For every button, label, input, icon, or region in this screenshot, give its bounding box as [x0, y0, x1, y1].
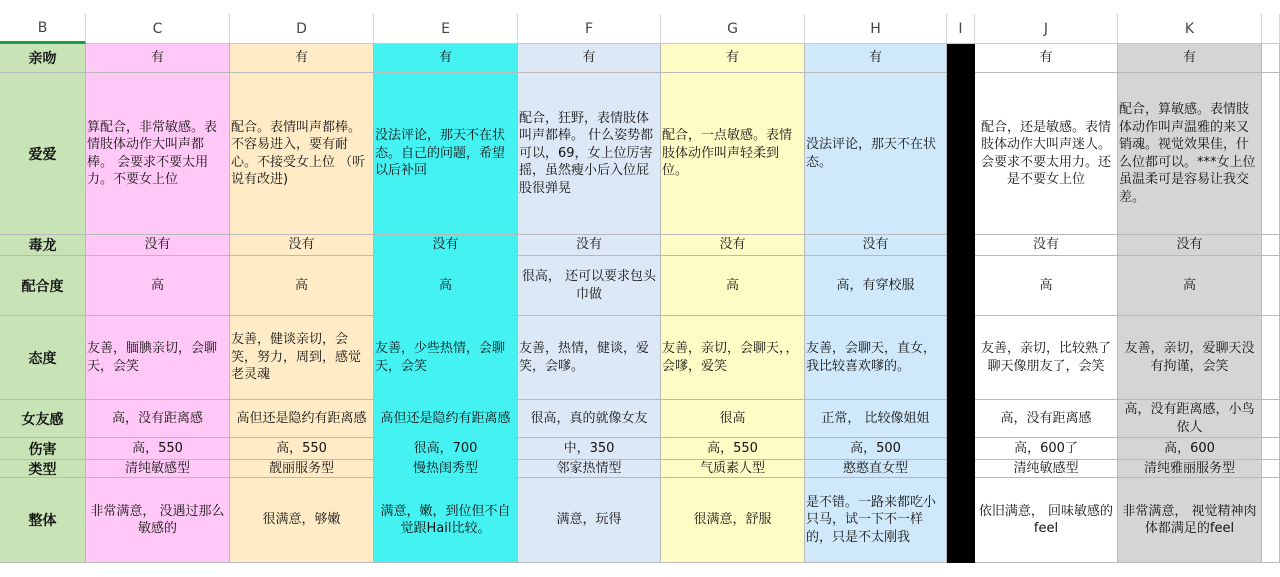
cell-g-4[interactable] — [661, 256, 805, 316]
cell-f-4-text: 很高， 还可以要求包头巾做 — [521, 269, 657, 302]
cell-k-2-text: 配合，算敏感。表情肢体动作叫声温雅的来又销魂。视觉效果佳，什么位都可以。***女上位虽温柔可是容易让我交差。 — [1119, 102, 1256, 205]
cell-f-6-text: 很高，真的就像女友 — [530, 410, 648, 426]
cell-f-8-text: 邻家热情型 — [556, 460, 622, 476]
row-label-5[interactable] — [0, 316, 86, 400]
cell-c-5[interactable] — [86, 316, 230, 400]
cell-e-6-text: 高但还是隐约有距离感 — [380, 410, 511, 426]
cell-k-4-text: 高 — [1182, 277, 1196, 293]
cell-g-2-text: 配合，一点敏感。表情肢体动作叫声轻柔到位。 — [662, 128, 793, 179]
row-label-5-text: 态度 — [28, 350, 57, 367]
row-label-6-text: 女友感 — [21, 411, 64, 428]
cell-d-3-text: 没有 — [288, 237, 315, 253]
sheet-bottom-margin — [0, 563, 1280, 577]
cell-d-1-text: 有 — [294, 50, 308, 66]
cell-h-9-text: 是不错。一路来都吃小只马，试一下不一样的，只是不太刚我 — [806, 494, 937, 545]
cell-j-3[interactable] — [975, 235, 1118, 256]
cell-j-9[interactable] — [975, 478, 1118, 563]
cell-j-2-text: 配合，还是敏感。表情肢体动作大叫声迷人。 会要求不要太用力。还是不要女上位 — [980, 119, 1111, 187]
column-header-stub — [1262, 14, 1280, 44]
cell-d-6[interactable] — [230, 400, 374, 438]
cell-e-4-text: 高 — [438, 277, 452, 293]
row-label-7[interactable] — [0, 438, 86, 460]
cell-c-7[interactable] — [86, 438, 230, 460]
cell-c-4-text: 高 — [150, 277, 164, 293]
cell-g-1-text: 有 — [725, 50, 739, 66]
column-header-j[interactable] — [975, 14, 1118, 44]
cell-d-5-text: 友善，健谈亲切，会笑，努力，周到，感觉老灵魂 — [231, 332, 362, 383]
cell-j-6[interactable] — [975, 400, 1118, 438]
cell-e-5[interactable] — [374, 316, 518, 400]
column-header-d-text: D — [296, 20, 307, 37]
cell-c-5-text: 友善，腼腆亲切，会聊天，会笑 — [87, 341, 218, 374]
column-header-c-text: C — [152, 20, 163, 37]
cell-f-1-text: 有 — [582, 50, 596, 66]
cell-k-2[interactable] — [1118, 73, 1262, 235]
cell-c-2-text: 算配合，非常敏感。表情肢体动作大叫声都棒。 会要求不要太用力。不要女上位 — [87, 119, 218, 187]
cell-h-6[interactable] — [805, 400, 947, 438]
cell-e-8-text: 慢热闺秀型 — [412, 460, 478, 476]
cell-g-6-text: 很高 — [719, 410, 746, 426]
cell-k-5-text: 友善，亲切，爱聊天没有拘谨，会笑 — [1124, 341, 1255, 374]
row-label-7-text: 伤害 — [28, 441, 57, 458]
row-label-2[interactable] — [0, 73, 86, 235]
column-header-h[interactable] — [805, 14, 947, 44]
cell-j-8[interactable] — [975, 460, 1118, 478]
cell-f-8[interactable] — [518, 460, 661, 478]
column-header-j-text: J — [1043, 20, 1049, 37]
cell-e-1[interactable] — [374, 44, 518, 73]
cell-g-8[interactable] — [661, 460, 805, 478]
cell-c-8[interactable] — [86, 460, 230, 478]
cell-k-5[interactable] — [1118, 316, 1262, 400]
cell-c-2[interactable] — [86, 73, 230, 235]
cell-d-2[interactable] — [230, 73, 374, 235]
cell-e-9-text: 满意，嫩，到位但不自觉跟Hail比较。 — [380, 503, 511, 536]
cell-i-3[interactable] — [947, 235, 975, 256]
cell-j-2[interactable] — [975, 73, 1118, 235]
cell-d-4-text: 高 — [294, 277, 308, 293]
cell-f-3[interactable] — [518, 235, 661, 256]
cell-h-1[interactable] — [805, 44, 947, 73]
cell-d-3[interactable] — [230, 235, 374, 256]
cell-c-9-text: 非常满意， 没遇过那么敏感的 — [90, 503, 225, 536]
column-header-g[interactable] — [661, 14, 805, 44]
cell-d-2-text: 配合。表情叫声都棒。不容易进入，要有耐心。不接受女上位 （听说有改进) — [231, 119, 366, 187]
cell-h-8-text: 憨憨直女型 — [842, 460, 908, 476]
cell-i-1[interactable] — [947, 44, 975, 73]
cell-k-9[interactable] — [1118, 478, 1262, 563]
cell-f-4[interactable] — [518, 256, 661, 316]
column-header-f[interactable] — [518, 14, 661, 44]
cell-d-9[interactable] — [230, 478, 374, 563]
cell-f-1[interactable] — [518, 44, 661, 73]
cell-h-4-text: 高，有穿校服 — [836, 277, 915, 293]
column-header-k-text: K — [1184, 20, 1195, 37]
row-label-3-text: 毒龙 — [28, 238, 57, 254]
cell-j-1-text: 有 — [1039, 50, 1053, 66]
cell-i-9[interactable] — [947, 478, 975, 563]
cell-j-1[interactable] — [975, 44, 1118, 73]
cell-h-5-text: 友善，会聊天，直女，我比较喜欢嗲的。 — [806, 341, 937, 374]
column-header-f-text: F — [584, 20, 594, 37]
cell-g-7-text: 高，550 — [707, 440, 758, 456]
cell-k-8[interactable] — [1118, 460, 1262, 478]
cell-e-7[interactable] — [374, 438, 518, 460]
cell-c-3[interactable] — [86, 235, 230, 256]
cell-f-9[interactable] — [518, 478, 661, 563]
cell-h-3[interactable] — [805, 235, 947, 256]
cell-c-6[interactable] — [86, 400, 230, 438]
cell-k-4[interactable] — [1118, 256, 1262, 316]
cell-k-7[interactable] — [1118, 438, 1262, 460]
cell-k-1[interactable] — [1118, 44, 1262, 73]
cell-g-4-text: 高 — [725, 277, 739, 293]
row-label-8[interactable] — [0, 460, 86, 478]
cell-k-8-text: 清纯雅丽服务型 — [1143, 460, 1235, 476]
cell-j-7-text: 高，600了 — [1014, 440, 1078, 456]
cell-e-1-text: 有 — [438, 50, 452, 66]
cell-g-9[interactable] — [661, 478, 805, 563]
cell-d-5[interactable] — [230, 316, 374, 400]
cell-g-2[interactable] — [661, 73, 805, 235]
row-label-4-text: 配合度 — [21, 278, 64, 295]
row-label-9-text: 整体 — [28, 513, 57, 529]
cell-k-7-text: 高，600 — [1164, 440, 1215, 456]
column-header-g-text: G — [727, 20, 738, 37]
column-header-i-text: I — [958, 20, 963, 37]
cell-d-9-text: 很满意，够嫩 — [262, 512, 341, 528]
cell-c-6-text: 高，没有距离感 — [111, 410, 203, 426]
cell-f-2[interactable] — [518, 73, 661, 235]
cell-d-8-text: 靓丽服务型 — [268, 460, 334, 476]
cell-e-5-text: 友善，少些热情，会聊天，会笑 — [375, 341, 506, 374]
cell-d-6-text: 高但还是隐约有距离感 — [236, 410, 367, 426]
cell-d-7-text: 高，550 — [276, 440, 327, 456]
column-header-h-text: H — [870, 20, 881, 37]
column-header-i[interactable] — [947, 14, 975, 44]
cell-f-5-text: 友善，热情，健谈，爱笑，会嗲。 — [519, 341, 650, 374]
cell-j-4-text: 高 — [1039, 277, 1053, 293]
cell-i-5[interactable] — [947, 316, 975, 400]
cell-h-6-text: 正常， 比较像姐姐 — [821, 410, 930, 426]
cell-stub-7 — [1262, 438, 1280, 460]
cell-stub-6 — [1262, 400, 1280, 438]
row-label-8-text: 类型 — [28, 461, 57, 478]
row-label-6[interactable] — [0, 400, 86, 438]
cell-g-7[interactable] — [661, 438, 805, 460]
cell-e-3-text: 没有 — [432, 237, 459, 253]
cell-f-7[interactable] — [518, 438, 661, 460]
cell-e-3[interactable] — [374, 235, 518, 256]
cell-j-7[interactable] — [975, 438, 1118, 460]
column-header-e[interactable] — [374, 14, 518, 44]
cell-c-4[interactable] — [86, 256, 230, 316]
cell-g-3[interactable] — [661, 235, 805, 256]
cell-e-4[interactable] — [374, 256, 518, 316]
cell-j-5[interactable] — [975, 316, 1118, 400]
cell-e-2[interactable] — [374, 73, 518, 235]
cell-j-9-text: 依旧满意， 回味敏感的feel — [978, 503, 1114, 536]
column-header-k[interactable] — [1118, 14, 1262, 44]
cell-g-9-text: 很满意，舒服 — [693, 512, 772, 528]
cell-h-4[interactable] — [805, 256, 947, 316]
cell-stub-5 — [1262, 316, 1280, 400]
cell-stub-4 — [1262, 256, 1280, 316]
cell-e-7-text: 很高，700 — [413, 440, 478, 456]
cell-c-9[interactable] — [86, 478, 230, 563]
cell-f-3-text: 没有 — [575, 237, 602, 253]
cell-g-3-text: 没有 — [719, 237, 746, 253]
column-header-e-text: E — [441, 20, 450, 37]
cell-f-7-text: 中，350 — [563, 440, 615, 456]
cell-i-7[interactable] — [947, 438, 975, 460]
cell-stub-9 — [1262, 478, 1280, 563]
cell-g-5[interactable] — [661, 316, 805, 400]
row-label-1[interactable] — [0, 44, 86, 73]
cell-i-6[interactable] — [947, 400, 975, 438]
cell-f-9-text: 满意，玩得 — [556, 512, 622, 528]
cell-h-8[interactable] — [805, 460, 947, 478]
column-header-d[interactable] — [230, 14, 374, 44]
cell-i-2[interactable] — [947, 73, 975, 235]
row-label-3[interactable] — [0, 235, 86, 256]
cell-d-8[interactable] — [230, 460, 374, 478]
cell-c-3-text: 没有 — [144, 237, 171, 253]
cell-j-8-text: 清纯敏感型 — [1013, 460, 1079, 476]
cell-stub-3 — [1262, 235, 1280, 256]
cell-stub-8 — [1262, 460, 1280, 478]
row-label-9[interactable] — [0, 478, 86, 563]
cell-e-2-text: 没法评论，那天不在状态。自己的问题，希望以后补回 — [375, 128, 506, 179]
cell-d-4[interactable] — [230, 256, 374, 316]
column-header-c[interactable] — [86, 14, 230, 44]
row-label-4[interactable] — [0, 256, 86, 316]
cell-d-7[interactable] — [230, 438, 374, 460]
cell-c-7-text: 高，550 — [132, 440, 183, 456]
cell-h-3-text: 没有 — [862, 237, 889, 253]
cell-e-9[interactable] — [374, 478, 518, 563]
column-header-b-text: B — [37, 19, 48, 36]
cell-g-1[interactable] — [661, 44, 805, 73]
cell-g-8-text: 气质素人型 — [699, 460, 765, 476]
cell-stub-2 — [1262, 73, 1280, 235]
cell-e-8[interactable] — [374, 460, 518, 478]
cell-h-9[interactable] — [805, 478, 947, 563]
cell-h-7[interactable] — [805, 438, 947, 460]
cell-e-6[interactable] — [374, 400, 518, 438]
cell-k-3[interactable] — [1118, 235, 1262, 256]
cell-f-5[interactable] — [518, 316, 661, 400]
column-header-b[interactable] — [0, 14, 86, 44]
cell-c-1-text: 有 — [150, 50, 164, 66]
cell-i-8[interactable] — [947, 460, 975, 478]
cell-j-4[interactable] — [975, 256, 1118, 316]
cell-c-8-text: 清纯敏感型 — [124, 460, 190, 476]
cell-g-5-text: 友善，亲切，会聊天，，会嗲，爱笑 — [662, 341, 799, 374]
cell-d-1[interactable] — [230, 44, 374, 73]
cell-h-2[interactable] — [805, 73, 947, 235]
cell-c-1[interactable] — [86, 44, 230, 73]
cell-stub-1 — [1262, 44, 1280, 73]
cell-f-2-text: 配合，狂野，表情肢体叫声都棒。 什么姿势都可以，69，女上位厉害摇，虽然瘦小后入位屁股很弹晃 — [519, 110, 654, 196]
cell-i-4[interactable] — [947, 256, 975, 316]
cell-k-9-text: 非常满意， 视觉精神肉体都满足的feel — [1122, 503, 1257, 536]
row-label-1-text: 亲吻 — [28, 51, 57, 67]
cell-g-6[interactable] — [661, 400, 805, 438]
cell-h-5[interactable] — [805, 316, 947, 400]
sheet-top-margin — [0, 0, 1280, 14]
cell-h-1-text: 有 — [868, 50, 882, 66]
row-label-2-text: 爱爱 — [28, 146, 57, 163]
cell-h-7-text: 高，500 — [850, 440, 901, 456]
cell-h-2-text: 没法评论，那天不在状态。 — [806, 137, 937, 170]
cell-j-3-text: 没有 — [1032, 237, 1059, 253]
cell-j-6-text: 高，没有距离感 — [1000, 410, 1092, 426]
cell-f-6[interactable] — [518, 400, 661, 438]
cell-j-5-text: 友善，亲切，比较熟了聊天像朋友了，会笑 — [980, 341, 1111, 374]
cell-k-3-text: 没有 — [1176, 237, 1203, 253]
cell-k-6-text: 高，没有距离感，小鸟依人 — [1124, 402, 1255, 435]
cell-k-1-text: 有 — [1182, 50, 1196, 66]
cell-k-6[interactable] — [1118, 400, 1262, 438]
